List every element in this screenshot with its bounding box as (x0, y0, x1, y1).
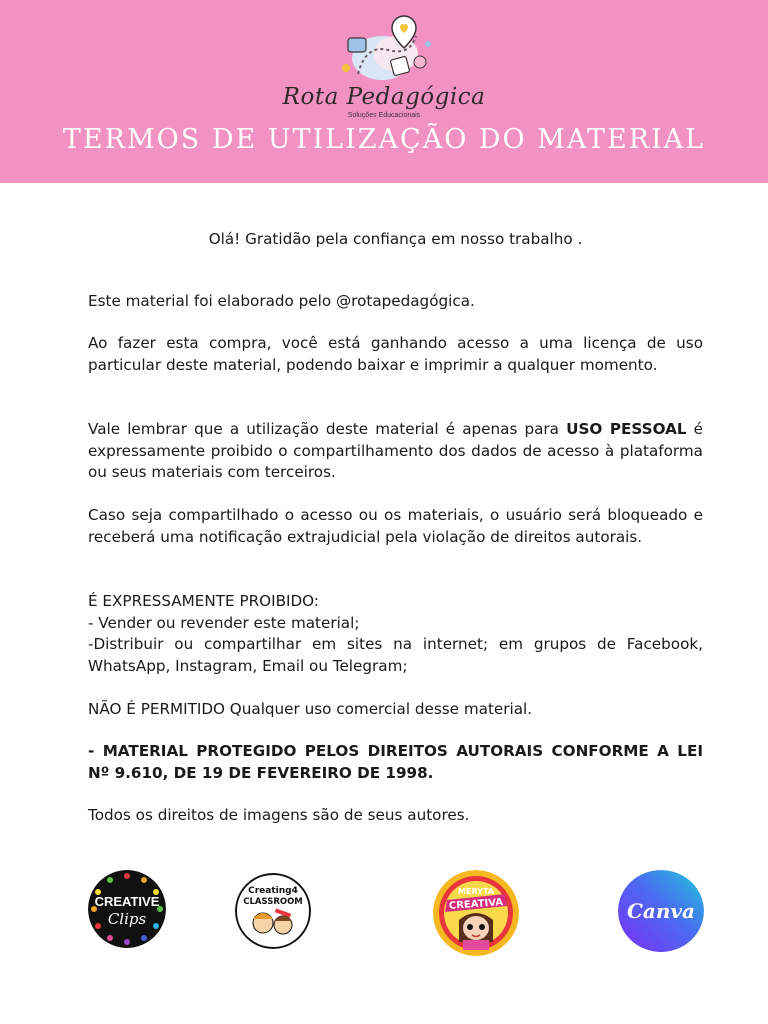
author-paragraph: Este material foi elaborado pelo @rotapedagógica. (88, 292, 475, 310)
page-title: TERMOS DE UTILIZAÇÃO DO MATERIAL (62, 124, 706, 155)
logo-illustration-icon (336, 14, 440, 88)
creative-clips-logo (88, 870, 166, 948)
canva-logo (618, 870, 704, 952)
badge-4-label: Canva (627, 899, 695, 923)
badge-3-line-2: CREATIVA (448, 897, 504, 912)
badge-2-line-2: CLASSROOM (243, 897, 303, 907)
meryta-creativa-logo (433, 870, 519, 956)
personal-use-paragraph (88, 419, 703, 484)
greeting-text: Olá! Gratidão pela confiança em nosso trabalho . (208, 230, 583, 248)
personal-use-text-after: é expressamente proibido o compartilhamento dos dados de acesso à plataforma ou seus materiais com terceiros. (88, 420, 703, 481)
prohibited-section (88, 591, 703, 677)
commercial-use-paragraph: NÃO É PERMITIDO Qualquer uso comercial desse material. (88, 700, 533, 718)
prohibited-heading: É EXPRESSAMENTE PROIBIDO: (88, 592, 319, 610)
prohibited-item: - Vender ou revender este material; (88, 613, 360, 632)
copyright-law-paragraph: - MATERIAL PROTEGIDO PELOS DIREITOS AUTORAIS CONFORME A LEI Nº 9.610, DE 19 DE FEVEREIRO DE 1998. (88, 742, 703, 782)
personal-use-emphasis: USO PESSOAL (566, 420, 687, 438)
girl-character-icon (459, 913, 493, 950)
badge-1-line-1: CREATIVE (94, 894, 160, 909)
sharing-warning-paragraph: Caso seja compartilhado o acesso ou os materiais, o usuário será bloqueado e receberá uma notificação extrajudicial pela violação de direitos autorais. (88, 506, 703, 546)
badge-3-line-1: MERYTA (458, 887, 494, 896)
creating4-classroom-logo (235, 873, 311, 949)
brand-name: Rota Pedagógica (282, 84, 486, 110)
license-paragraph: Ao fazer esta compra, você está ganhando acesso a uma licença de uso particular deste material, podendo baixar e imprimir a qualquer momento. (88, 334, 703, 374)
badge-1-line-2: Clips (107, 910, 147, 928)
personal-use-text-before: Vale lembrar que a utilização deste material é apenas para (88, 420, 567, 438)
prohibited-item: -Distribuir ou compartilhar em sites na internet; em grupos de Facebook, WhatsApp, Instagram, Email ou Telegram; (88, 635, 703, 675)
header-banner (0, 0, 768, 183)
badge-2-line-1: Creating4 (248, 886, 298, 896)
image-rights-paragraph: Todos os direitos de imagens são de seus autores. (88, 806, 470, 824)
brand-tagline: Soluções Educacionais (347, 112, 421, 119)
